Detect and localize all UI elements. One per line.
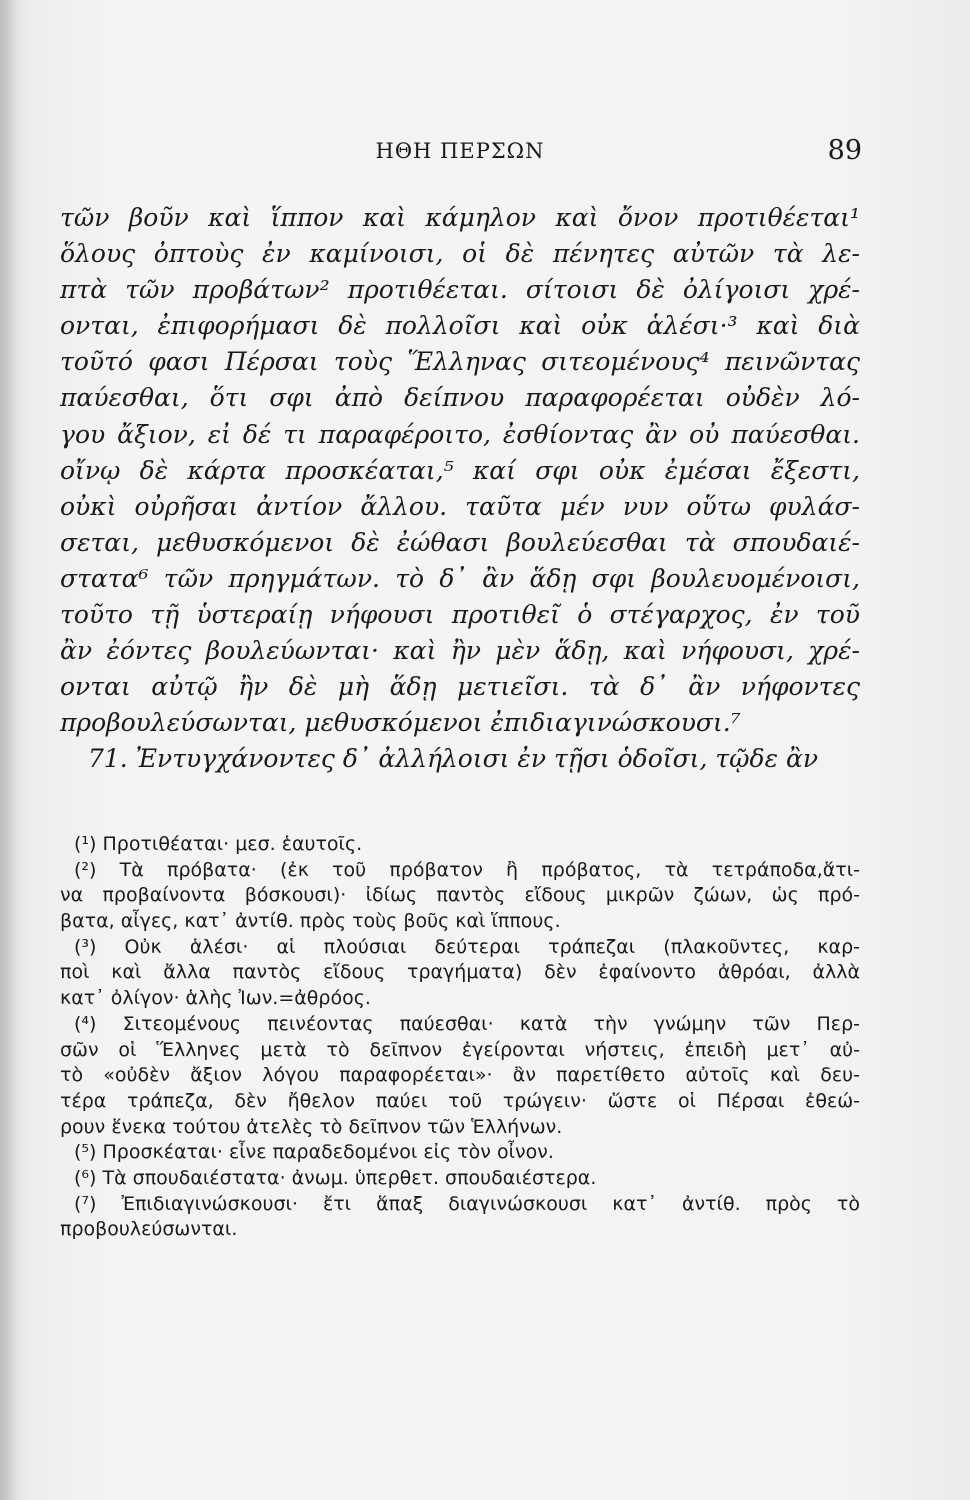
text-line: τῶν βοῦν καὶ ἵππον καὶ κάμηλον καὶ ὄνον προτιθέεται¹ [60,203,860,232]
text-line: στατα⁶ τῶν πρηγμάτων. τὸ δ᾽ ἂν ἅδῃ σφι βουλευομένοισι, [60,563,860,593]
gutter-shadow [0,0,18,1500]
section-start-line: 71. Ἐντυγχάνοντες δ᾽ ἀλλήλοισι ἐν τῇσι ὁδοῖσι, τῷδε ἂν [88,744,819,774]
footnote-line: ποὶ καὶ ἄλλα παντὸς εἴδους τραγήματα) δὲν ἐφαίνοντο ἀθρόαι, ἀλλὰ [60,961,860,984]
footnote-line: (³) Οὐκ ἁλέσι· αἱ πλούσιαι δεύτεραι τράπεζαι (πλακοῦντες, καρ- [74,935,860,958]
text-line: οἴνῳ δὲ κάρτα προσκέαται,⁵ καί σφι οὐκ ἐμέσαι ἔξεστι, [60,455,860,485]
page-header [60,135,860,175]
footnote-line: σῶν οἱ Ἕλληνες μετὰ τὸ δεῖπνον ἐγείρονται νήστεις, ἐπειδὴ μετ᾽ αὐ- [60,1038,860,1061]
footnote-line: ρουν ἕνεκα τούτου ἀτελὲς τὸ δεῖπνον τῶν Ἑλλήνων. [60,1115,563,1138]
footnote-line: να προβαίνοντα βόσκουσι)· ἰδίως παντὸς εἴδους μικρῶν ζώων, ὡς πρό- [60,884,860,907]
text-line: προβουλεύσωνται, μεθυσκόμενοι ἐπιδιαγινώσκουσι.⁷ [60,708,741,738]
footnote-line: βατα, αἶγες, κατ᾽ ἀντίθ. πρὸς τοὺς βοῦς καὶ ἵππους. [60,910,561,933]
text-line: ὅλους ὀπτοὺς ἐν καμίνοισι, οἱ δὲ πένητες αὐτῶν τὰ λε- [60,239,860,269]
footnote-line: (⁶) Τὰ σπουδαιέστατα· ἀνωμ. ὑπερθετ. σπουδαιέστερα. [74,1166,597,1189]
footnotes-block [60,832,860,1243]
text-line: τοῦτο τῇ ὑστεραίῃ νήφουσι προτιθεῖ ὁ στέγαρχος, ἐν τοῦ [60,600,860,630]
footnote-line: τέρα τράπεζα, δὲν ἤθελον παύει τοῦ τρώγειν· ὥστε οἱ Πέρσαι ἐθεώ- [60,1089,860,1112]
text-line: τοῦτό φασι Πέρσαι τοὺς Ἕλληνας σιτεομένους⁴ πεινῶντας [60,347,860,377]
footnote-line: (⁷) Ἐπιδιαγινώσκουσι· ἔτι ἅπαξ διαγινώσκουσι κατ᾽ ἀντίθ. πρὸς τὸ [74,1192,860,1215]
footnote-line: τὸ «οὐδὲν ἄξιον λόγου παραφορέεται»· ἂν παρετίθετο αὐτοῖς καὶ δευ- [60,1064,860,1087]
footnote-line: (⁴) Σιτεομένους πεινέοντας παύεσθαι· κατὰ τὴν γνώμην τῶν Περ- [74,1012,860,1035]
footnote-line: προβουλεύσωνται. [60,1218,238,1241]
text-line: γου ἄξιον, εἰ δέ τι παραφέροιτο, ἐσθίοντας ἂν οὐ παύεσθαι. [60,419,860,449]
text-line: παύεσθαι, ὅτι σφι ἀπὸ δείπνου παραφορέεται οὐδὲν λό- [60,383,860,413]
text-line: πτὰ τῶν προβάτων² προτιθέεται. σίτοισι δὲ ὀλίγοισι χρέ- [60,275,860,305]
page-number: 89 [827,135,862,166]
text-line: οὐκὶ οὐρῆσαι ἀντίον ἄλλου. ταῦτα μέν νυν οὕτω φυλάσ- [60,491,860,521]
main-text-block [60,200,860,778]
footnote-line: (²) Τὰ πρόβατα· (ἐκ τοῦ πρόβατον ἢ πρόβατος, τὰ τετράποδα,ἅτι- [74,858,860,881]
footnote-line: (¹) Προτιθέαται· μεσ. ἑαυτοῖς. [74,833,363,855]
footnote-line: (⁵) Προσκέαται· εἶνε παραδεδομένοι εἰς τὸν οἶνον. [74,1141,554,1164]
footnote-line: κατ᾽ ὀλίγον· ἁλὴς Ἰων.=ἀθρόος. [60,987,371,1010]
text-line: ονται αὐτῷ ἢν δὲ μὴ ἅδῃ μετιεῖσι. τὰ δ᾽ ἂν νήφοντες [60,672,860,702]
text-line: ονται, ἐπιφορήμασι δὲ πολλοῖσι καὶ οὐκ ἁλέσι·³ καὶ διὰ [60,311,860,341]
text-line: ἂν ἐόντες βουλεύωνται· καὶ ἢν μὲν ἅδῃ, καὶ νήφουσι, χρέ- [60,636,860,666]
running-head: ΗΘΗ ΠΕΡΣΩΝ [375,139,545,163]
text-line: σεται, μεθυσκόμενοι δὲ ἐώθασι βουλεύεσθαι τὰ σπουδαιέ- [60,527,860,557]
